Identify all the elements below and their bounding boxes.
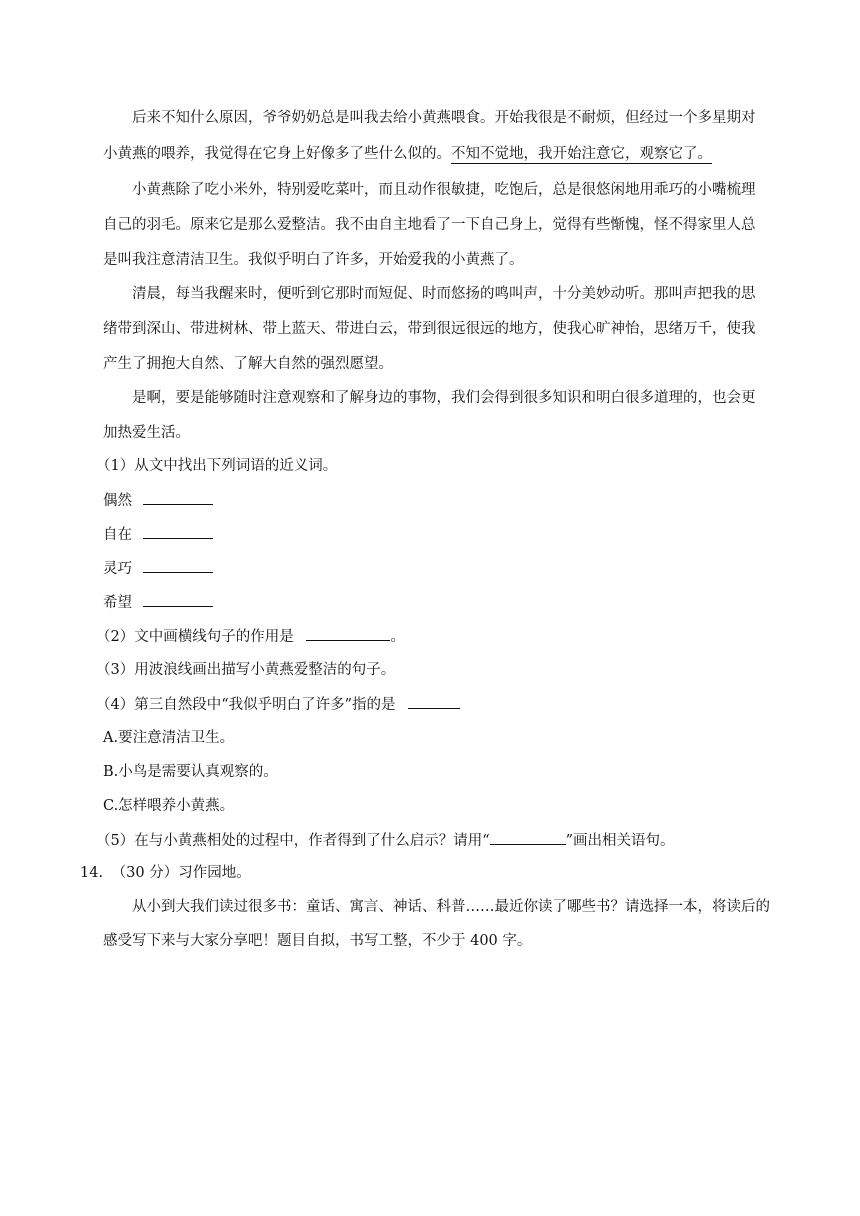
word-row-1 [103, 490, 213, 511]
passage-p1-line2 [103, 144, 712, 164]
answer-blank[interactable] [306, 626, 390, 641]
passage-p1-line2-text: 小黄燕的喂养，我觉得在它身上好像多了些什么似的。 [103, 146, 451, 162]
option-c[interactable]: C.怎样喂养小黄燕。 [103, 798, 235, 814]
question-14-heading [80, 863, 251, 883]
answer-blank[interactable] [408, 694, 460, 709]
word-row-3 [103, 558, 213, 579]
answer-blank[interactable] [143, 524, 213, 539]
passage-p3-line3: 产生了拥抱大自然、了解大自然的强烈愿望。 [103, 356, 393, 372]
question-2-text: （2）文中画横线句子的作用是 [96, 629, 294, 645]
passage-p2-line1: 小黄燕除了吃小米外，特别爱吃菜叶，而且动作很敏捷，吃饱后，总是很悠闲地用乖巧的小嘴梳理 [132, 182, 756, 198]
question-2-end: 。 [390, 629, 405, 645]
word-label: 灵巧 [103, 561, 132, 577]
passage-p2-line3: 是叫我注意清洁卫生。我似乎明白了许多，开始爱我的小黄燕了。 [103, 252, 524, 268]
question-14-number: 14. [80, 865, 104, 881]
underlined-sentence: 不知不觉地，我开始注意它，观察它了。 [451, 146, 712, 162]
answer-blank[interactable] [490, 830, 566, 845]
question-2 [96, 626, 405, 647]
passage-p2-line2: 自己的羽毛。原来它是那么爱整洁。我不由自主地看了一下自己身上，觉得有些惭愧，怪不得家里人总 [103, 217, 756, 233]
option-a[interactable]: A.要注意清洁卫生。 [103, 730, 235, 746]
question-1: （1）从文中找出下列词语的近义词。 [96, 458, 338, 474]
passage-p3-line2: 绪带到深山、带进树林、带上蓝天、带进白云，带到很远很远的地方，使我心旷神怡，思绪万千，使我 [103, 321, 756, 337]
question-4-text: （4）第三自然段中“我似乎明白了许多”指的是 [96, 697, 396, 713]
question-5-text: （5）在与小黄燕相处的过程中，作者得到了什么启示？请用“ [96, 833, 490, 849]
question-5-end: ”画出相关语句。 [565, 833, 675, 849]
option-b[interactable]: B.小鸟是需要认真观察的。 [103, 764, 278, 780]
question-3: （3）用波浪线画出描写小黄燕爱整洁的句子。 [96, 662, 396, 678]
word-label: 希望 [103, 595, 132, 611]
question-14-line1: 从小到大我们读过很多书：童话、寓言、神话、科普……最近你读了哪些书？请选择一本，将读后的 [132, 899, 770, 915]
word-row-2 [103, 524, 213, 545]
question-4 [96, 694, 460, 715]
word-row-4 [103, 592, 213, 613]
passage-p4-line2: 加热爱生活。 [103, 425, 190, 441]
question-14-line2: 感受写下来与大家分享吧！题目自拟，书写工整，不少于 400 字。 [103, 933, 532, 949]
question-14-title: （30 分）习作园地。 [111, 865, 251, 881]
answer-blank[interactable] [143, 592, 213, 607]
passage-p3-line1: 清晨，每当我醒来时，便听到它那时而短促、时而悠扬的鸣叫声，十分美妙动听。那叫声把我的思 [132, 286, 756, 302]
passage-p4-line1: 是啊，要是能够随时注意观察和了解身边的事物，我们会得到很多知识和明白很多道理的，也会更 [132, 390, 756, 406]
answer-blank[interactable] [143, 558, 213, 573]
passage-p1-line1: 后来不知什么原因，爷爷奶奶总是叫我去给小黄燕喂食。开始我很是不耐烦，但经过一个多星期对 [132, 110, 756, 126]
question-5 [96, 830, 675, 851]
answer-blank[interactable] [143, 490, 213, 505]
word-label: 自在 [103, 527, 132, 543]
word-label: 偶然 [103, 493, 132, 509]
